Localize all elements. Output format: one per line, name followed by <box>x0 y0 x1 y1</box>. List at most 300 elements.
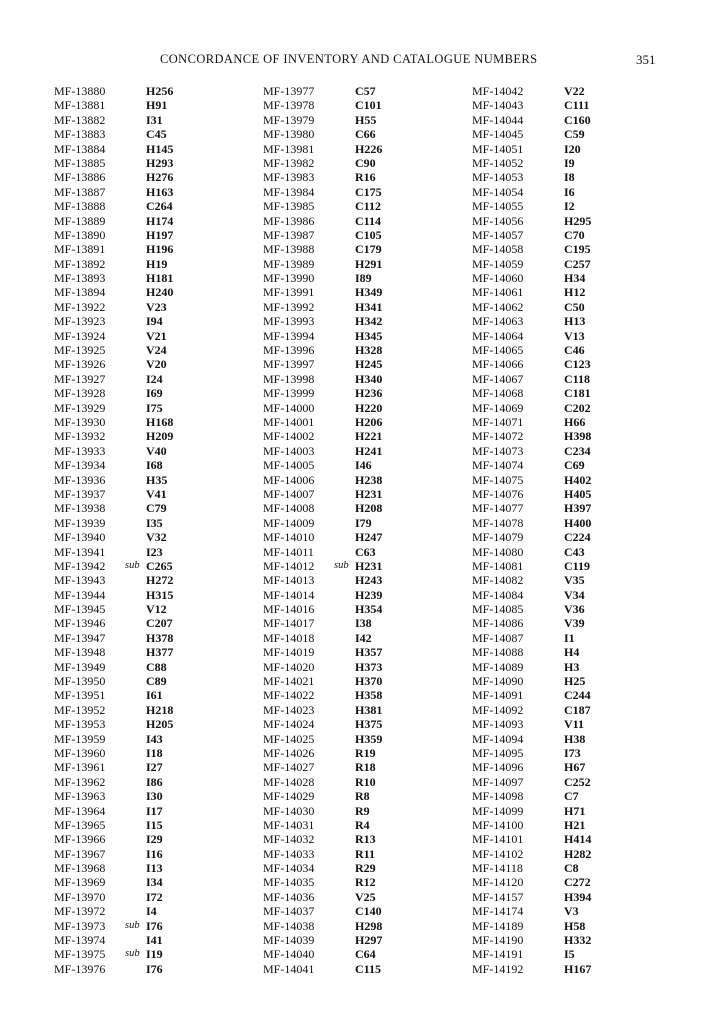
concordance-row <box>54 415 254 429</box>
concordance-row <box>472 444 672 458</box>
concordance-row <box>263 616 463 630</box>
inventory-number: MF-14028 <box>263 774 315 789</box>
catalogue-number: I20 <box>564 141 581 156</box>
concordance-row <box>263 487 463 501</box>
catalogue-number: H245 <box>355 357 383 372</box>
concordance-row <box>472 588 672 602</box>
concordance-row <box>472 775 672 789</box>
catalogue-number: R18 <box>355 760 376 775</box>
inventory-number: MF-13943 <box>54 573 106 588</box>
catalogue-number: H349 <box>355 285 383 300</box>
inventory-number: MF-14080 <box>472 544 524 559</box>
concordance-row <box>472 933 672 947</box>
catalogue-number: I18 <box>146 745 163 760</box>
catalogue-number: H291 <box>355 256 383 271</box>
inventory-number: MF-13947 <box>54 630 106 645</box>
concordance-row <box>472 170 672 184</box>
inventory-number: MF-13992 <box>263 299 315 314</box>
catalogue-number: H12 <box>564 285 586 300</box>
inventory-number: MF-13929 <box>54 400 106 415</box>
catalogue-number: H231 <box>355 486 383 501</box>
inventory-number: MF-13998 <box>263 371 315 386</box>
concordance-row <box>472 674 672 688</box>
inventory-number: MF-13924 <box>54 328 106 343</box>
catalogue-number: H293 <box>146 155 174 170</box>
inventory-number: MF-14010 <box>263 530 315 545</box>
concordance-row <box>263 631 463 645</box>
concordance-row <box>54 242 254 256</box>
concordance-row <box>263 185 463 199</box>
inventory-number: MF-14001 <box>263 414 315 429</box>
inventory-number: MF-13926 <box>54 357 106 372</box>
concordance-row <box>54 300 254 314</box>
concordance-row <box>472 847 672 861</box>
catalogue-number: H208 <box>355 501 383 516</box>
catalogue-number: H3 <box>564 659 580 674</box>
catalogue-number: I76 <box>146 961 163 976</box>
concordance-row <box>54 156 254 170</box>
concordance-row <box>54 113 254 127</box>
inventory-number: MF-14190 <box>472 933 524 948</box>
catalogue-number: I42 <box>355 630 372 645</box>
concordance-row <box>263 501 463 515</box>
concordance-row <box>472 98 672 112</box>
catalogue-number: H71 <box>564 803 586 818</box>
inventory-number: MF-14096 <box>472 760 524 775</box>
catalogue-number: H397 <box>564 501 592 516</box>
concordance-row <box>54 703 254 717</box>
concordance-row <box>472 861 672 875</box>
catalogue-number: I5 <box>564 947 575 962</box>
concordance-row <box>263 170 463 184</box>
inventory-number: MF-14101 <box>472 832 524 847</box>
concordance-row <box>263 602 463 616</box>
inventory-number: MF-13925 <box>54 343 106 358</box>
inventory-number: MF-14044 <box>472 112 524 127</box>
catalogue-number: C118 <box>564 371 591 386</box>
catalogue-number: C115 <box>355 961 382 976</box>
inventory-number: MF-14075 <box>472 472 524 487</box>
sub-marker: sub <box>125 948 140 960</box>
page-number: 351 <box>636 52 656 67</box>
page-header <box>0 52 703 70</box>
catalogue-number: V3 <box>564 904 579 919</box>
inventory-number: MF-14093 <box>472 717 524 732</box>
inventory-number: MF-14034 <box>263 861 315 876</box>
catalogue-number: I79 <box>355 515 372 530</box>
concordance-row <box>472 300 672 314</box>
catalogue-number: H55 <box>355 112 377 127</box>
catalogue-number: C112 <box>355 199 382 214</box>
concordance-row <box>472 660 672 674</box>
inventory-number: MF-14157 <box>472 889 524 904</box>
concordance-row <box>263 142 463 156</box>
inventory-number: MF-14000 <box>263 400 315 415</box>
concordance-row <box>263 919 463 933</box>
concordance-row <box>472 487 672 501</box>
concordance-row <box>472 285 672 299</box>
sub-marker: sub <box>125 919 140 931</box>
concordance-row <box>263 242 463 256</box>
inventory-number: MF-13990 <box>263 271 315 286</box>
inventory-number: MF-13938 <box>54 501 106 516</box>
concordance-row <box>472 271 672 285</box>
concordance-row <box>263 401 463 415</box>
catalogue-number: V22 <box>564 84 585 98</box>
concordance-row <box>54 631 254 645</box>
inventory-number: MF-14073 <box>472 443 524 458</box>
concordance-row <box>263 329 463 343</box>
inventory-number: MF-14018 <box>263 630 315 645</box>
inventory-number: MF-14071 <box>472 414 524 429</box>
running-title: CONCORDANCE OF INVENTORY AND CATALOGUE NUMBERS <box>160 52 538 66</box>
catalogue-number: V40 <box>146 443 167 458</box>
catalogue-number: C234 <box>564 443 591 458</box>
concordance-row <box>472 602 672 616</box>
concordance-row <box>54 947 254 961</box>
catalogue-number: C50 <box>564 299 585 314</box>
inventory-number: MF-13944 <box>54 587 106 602</box>
concordance-row <box>472 545 672 559</box>
concordance-row <box>263 933 463 947</box>
inventory-number: MF-13891 <box>54 242 106 257</box>
catalogue-number: I38 <box>355 616 372 631</box>
catalogue-number: H163 <box>146 184 174 199</box>
catalogue-number: H66 <box>564 414 586 429</box>
concordance-row <box>263 832 463 846</box>
concordance-row <box>54 458 254 472</box>
catalogue-number: C59 <box>564 127 585 142</box>
catalogue-number: H174 <box>146 213 174 228</box>
catalogue-number: H298 <box>355 918 383 933</box>
concordance-row <box>263 904 463 918</box>
inventory-number: MF-13894 <box>54 285 106 300</box>
inventory-number: MF-13884 <box>54 141 106 156</box>
catalogue-number: H145 <box>146 141 174 156</box>
concordance-row <box>263 113 463 127</box>
catalogue-number: H205 <box>146 717 174 732</box>
catalogue-number: I30 <box>146 789 163 804</box>
catalogue-number: I24 <box>146 371 163 386</box>
concordance-row <box>472 84 672 98</box>
concordance-row <box>263 343 463 357</box>
concordance-row <box>54 170 254 184</box>
catalogue-number: V23 <box>146 299 167 314</box>
concordance-row <box>472 904 672 918</box>
inventory-number: MF-13950 <box>54 674 106 689</box>
concordance-row <box>472 789 672 803</box>
inventory-number: MF-14064 <box>472 328 524 343</box>
concordance-row <box>472 530 672 544</box>
inventory-number: MF-13927 <box>54 371 106 386</box>
catalogue-number: C244 <box>564 688 591 703</box>
inventory-number: MF-14076 <box>472 486 524 501</box>
inventory-number: MF-14019 <box>263 645 315 660</box>
concordance-row <box>472 947 672 961</box>
inventory-number: MF-14062 <box>472 299 524 314</box>
concordance-row <box>263 875 463 889</box>
catalogue-number: C114 <box>355 213 382 228</box>
catalogue-number: H341 <box>355 299 383 314</box>
catalogue-number: C79 <box>146 501 167 516</box>
catalogue-number: R13 <box>355 832 376 847</box>
concordance-row <box>263 429 463 443</box>
inventory-number: MF-13981 <box>263 141 315 156</box>
concordance-row <box>263 228 463 242</box>
inventory-number: MF-14032 <box>263 832 315 847</box>
catalogue-number: I8 <box>564 170 575 185</box>
catalogue-number: R4 <box>355 817 370 832</box>
catalogue-number: C202 <box>564 400 591 415</box>
concordance-row <box>472 386 672 400</box>
catalogue-number: H297 <box>355 933 383 948</box>
inventory-number: MF-14091 <box>472 688 524 703</box>
concordance-row <box>263 588 463 602</box>
inventory-number: MF-14022 <box>263 688 315 703</box>
concordance-row <box>54 142 254 156</box>
concordance-row <box>54 444 254 458</box>
catalogue-number: I86 <box>146 774 163 789</box>
concordance-row <box>472 875 672 889</box>
catalogue-number: I68 <box>146 458 163 473</box>
concordance-row <box>263 660 463 674</box>
concordance-row <box>54 775 254 789</box>
inventory-number: MF-14057 <box>472 227 524 242</box>
inventory-number: MF-13989 <box>263 256 315 271</box>
catalogue-number: C187 <box>564 702 591 717</box>
inventory-number: MF-13940 <box>54 530 106 545</box>
catalogue-number: C101 <box>355 98 382 113</box>
catalogue-number: I61 <box>146 688 163 703</box>
concordance-row <box>472 185 672 199</box>
inventory-number: MF-14120 <box>472 875 524 890</box>
concordance-row <box>54 429 254 443</box>
catalogue-number: I16 <box>146 846 163 861</box>
concordance-row <box>54 329 254 343</box>
concordance-row <box>472 890 672 904</box>
inventory-number: MF-14099 <box>472 803 524 818</box>
concordance-row <box>263 947 463 961</box>
concordance-row <box>263 746 463 760</box>
inventory-number: MF-13967 <box>54 846 106 861</box>
concordance-row <box>54 257 254 271</box>
concordance-row <box>263 962 463 976</box>
catalogue-number: V21 <box>146 328 167 343</box>
concordance-row <box>263 314 463 328</box>
catalogue-number: H25 <box>564 674 586 689</box>
concordance-row <box>472 343 672 357</box>
catalogue-number: C181 <box>564 386 591 401</box>
concordance-row <box>472 804 672 818</box>
concordance-row <box>54 688 254 702</box>
concordance-row <box>54 588 254 602</box>
catalogue-number: H247 <box>355 530 383 545</box>
catalogue-number: R19 <box>355 745 376 760</box>
catalogue-number: I31 <box>146 112 163 127</box>
concordance-row <box>263 847 463 861</box>
catalogue-number: H340 <box>355 371 383 386</box>
catalogue-number: H256 <box>146 84 174 98</box>
inventory-number: MF-14011 <box>263 544 314 559</box>
catalogue-number: C252 <box>564 774 591 789</box>
inventory-number: MF-14065 <box>472 343 524 358</box>
concordance-row <box>54 861 254 875</box>
catalogue-number: H358 <box>355 688 383 703</box>
concordance-row <box>54 473 254 487</box>
concordance-row <box>263 861 463 875</box>
catalogue-number: C63 <box>355 544 376 559</box>
concordance-row <box>54 343 254 357</box>
inventory-number: MF-13883 <box>54 127 106 142</box>
inventory-number: MF-13932 <box>54 429 106 444</box>
catalogue-number: V11 <box>564 717 585 732</box>
concordance-row <box>54 645 254 659</box>
concordance-row <box>472 818 672 832</box>
catalogue-number: R12 <box>355 875 376 890</box>
inventory-number: MF-14007 <box>263 486 315 501</box>
catalogue-number: H35 <box>146 472 168 487</box>
concordance-row <box>263 703 463 717</box>
inventory-number: MF-13961 <box>54 760 106 775</box>
concordance-row <box>54 98 254 112</box>
inventory-number: MF-14066 <box>472 357 524 372</box>
catalogue-number: C7 <box>564 789 579 804</box>
concordance-row <box>54 804 254 818</box>
catalogue-number: I35 <box>146 515 163 530</box>
concordance-row <box>54 84 254 98</box>
concordance-row <box>263 271 463 285</box>
catalogue-number: C224 <box>564 530 591 545</box>
concordance-row <box>54 818 254 832</box>
inventory-number: MF-14026 <box>263 745 315 760</box>
concordance-row <box>54 271 254 285</box>
concordance-row <box>472 127 672 141</box>
concordance-row <box>54 127 254 141</box>
inventory-number: MF-14053 <box>472 170 524 185</box>
inventory-number: MF-14005 <box>263 458 315 473</box>
catalogue-number: C69 <box>564 458 585 473</box>
catalogue-number: H218 <box>146 702 174 717</box>
catalogue-number: H243 <box>355 573 383 588</box>
inventory-number: MF-14118 <box>472 861 523 876</box>
concordance-row <box>263 357 463 371</box>
inventory-number: MF-13889 <box>54 213 106 228</box>
sub-marker: sub <box>334 559 349 571</box>
concordance-row <box>263 717 463 731</box>
inventory-number: MF-14095 <box>472 745 524 760</box>
inventory-number: MF-13942 <box>54 558 106 573</box>
inventory-number: MF-13972 <box>54 904 106 919</box>
inventory-number: MF-14056 <box>472 213 524 228</box>
inventory-number: MF-14013 <box>263 573 315 588</box>
inventory-number: MF-14061 <box>472 285 524 300</box>
inventory-number: MF-13962 <box>54 774 106 789</box>
catalogue-number: C43 <box>564 544 585 559</box>
concordance-row <box>54 746 254 760</box>
inventory-number: MF-14040 <box>263 947 315 962</box>
inventory-number: MF-14036 <box>263 889 315 904</box>
catalogue-number: C175 <box>355 184 382 199</box>
inventory-number: MF-14097 <box>472 774 524 789</box>
inventory-number: MF-14078 <box>472 515 524 530</box>
catalogue-number: H394 <box>564 889 592 904</box>
concordance-row <box>54 847 254 861</box>
concordance-row <box>263 386 463 400</box>
catalogue-number: V36 <box>564 602 585 617</box>
catalogue-number: H167 <box>564 961 592 976</box>
catalogue-number: V39 <box>564 616 585 631</box>
concordance-row <box>472 703 672 717</box>
inventory-number: MF-14027 <box>263 760 315 775</box>
catalogue-number: H357 <box>355 645 383 660</box>
catalogue-number: H272 <box>146 573 174 588</box>
concordance-row <box>54 602 254 616</box>
concordance-row <box>263 415 463 429</box>
catalogue-number: V13 <box>564 328 585 343</box>
concordance-row <box>263 645 463 659</box>
catalogue-number: H414 <box>564 832 592 847</box>
inventory-number: MF-13890 <box>54 227 106 242</box>
inventory-number: MF-14016 <box>263 602 315 617</box>
catalogue-number: R9 <box>355 803 370 818</box>
concordance-row <box>472 832 672 846</box>
concordance-row <box>54 904 254 918</box>
inventory-number: MF-14024 <box>263 717 315 732</box>
inventory-number: MF-14003 <box>263 443 315 458</box>
catalogue-number: I23 <box>146 544 163 559</box>
catalogue-number: H342 <box>355 314 383 329</box>
catalogue-number: H91 <box>146 98 168 113</box>
concordance-row <box>263 257 463 271</box>
concordance-row <box>472 156 672 170</box>
inventory-number: MF-14052 <box>472 155 524 170</box>
inventory-number: MF-14054 <box>472 184 524 199</box>
inventory-number: MF-14084 <box>472 587 524 602</box>
catalogue-number: H373 <box>355 659 383 674</box>
inventory-number: MF-13933 <box>54 443 106 458</box>
catalogue-number: I2 <box>564 199 575 214</box>
inventory-number: MF-13928 <box>54 386 106 401</box>
inventory-number: MF-14043 <box>472 98 524 113</box>
concordance-row <box>54 199 254 213</box>
concordance-row <box>472 688 672 702</box>
catalogue-number: I17 <box>146 803 163 818</box>
catalogue-number: C89 <box>146 674 167 689</box>
inventory-number: MF-13885 <box>54 155 106 170</box>
inventory-number: MF-13987 <box>263 227 315 242</box>
concordance-row <box>472 516 672 530</box>
inventory-number: MF-13985 <box>263 199 315 214</box>
inventory-number: MF-14051 <box>472 141 524 156</box>
concordance-row <box>263 760 463 774</box>
catalogue-number: C8 <box>564 861 579 876</box>
inventory-number: MF-14085 <box>472 602 524 617</box>
catalogue-number: R29 <box>355 861 376 876</box>
concordance-row <box>472 559 672 573</box>
catalogue-number: C70 <box>564 227 585 242</box>
catalogue-number: I13 <box>146 861 163 876</box>
catalogue-number: H370 <box>355 674 383 689</box>
catalogue-number: C265 <box>146 558 173 573</box>
concordance-row <box>472 142 672 156</box>
inventory-number: MF-14069 <box>472 400 524 415</box>
catalogue-number: H239 <box>355 587 383 602</box>
catalogue-number: H34 <box>564 271 586 286</box>
concordance-row <box>54 674 254 688</box>
inventory-number: MF-13934 <box>54 458 106 473</box>
catalogue-number: H13 <box>564 314 586 329</box>
catalogue-number: I72 <box>146 889 163 904</box>
